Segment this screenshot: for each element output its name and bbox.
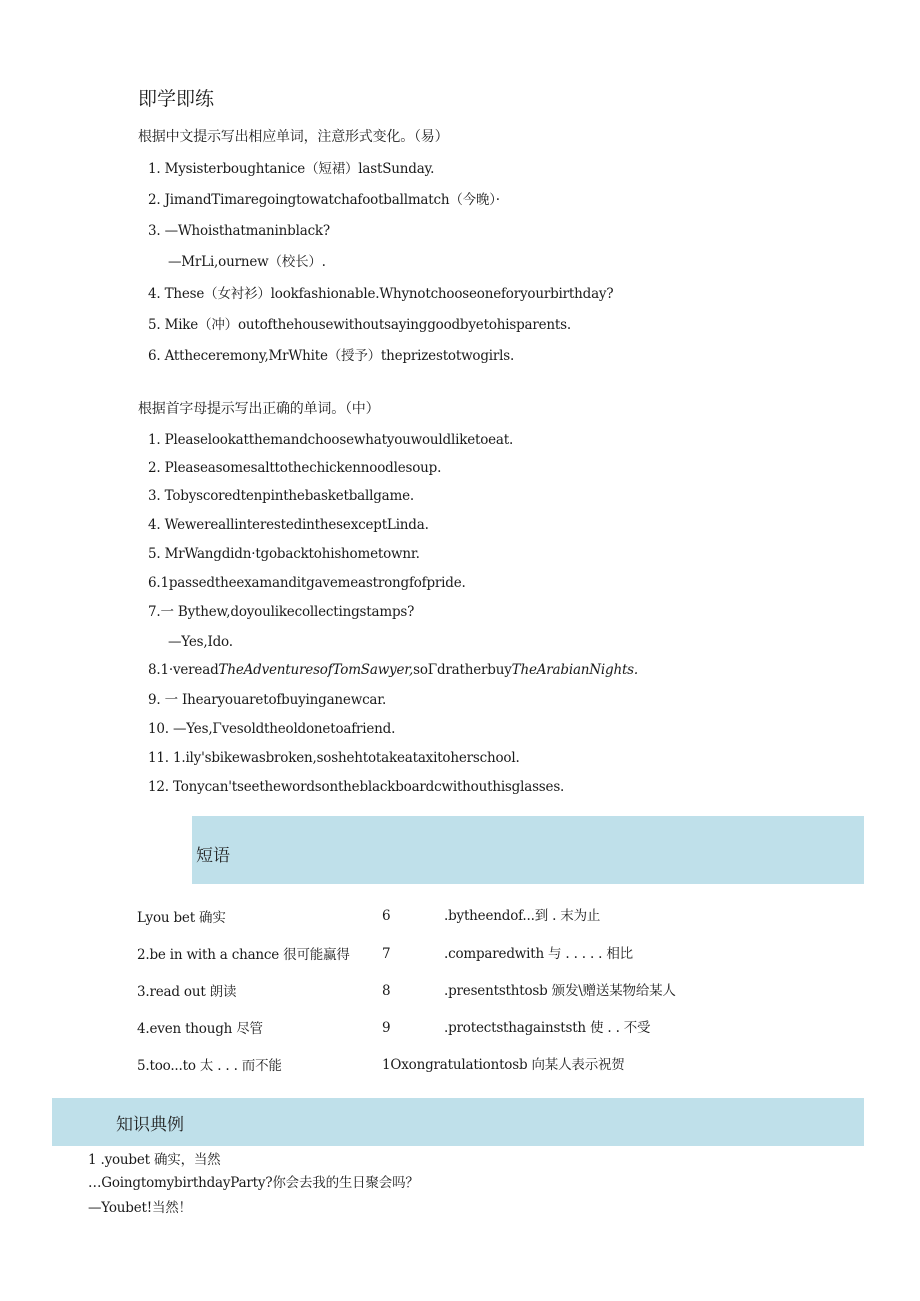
phrase-item: .bytheendof...到 . 末为止 [444, 908, 601, 924]
phrase-item: 5.too...to 太 . . . 而不能 [137, 1058, 282, 1074]
exercise-item: 1. Pleaselookatthemandchoosewhatyouwouldliketoeat. [148, 432, 514, 448]
exercise-item-8 [148, 661, 638, 679]
exercise-item: 1. Mysisterboughtanice（短裙）lastSunday. [148, 161, 435, 177]
item8-middle: soΓdratherbuy [413, 662, 512, 678]
item8-prefix: 8.1·veread [148, 662, 219, 678]
exercise-item: 3. Tobyscoredtenpinthebasketballgame. [148, 488, 415, 504]
exercise-item: 2. JimandTimaregoingtowatchafootballmatch（今晚）· [148, 192, 500, 208]
example-line: …GoingtomybirthdayParty?你会去我的生日聚会吗？ [88, 1175, 419, 1191]
knowledge-header-band [52, 1098, 864, 1146]
exercise-item: 4. These（女衬衫）lookfashionable.Whynotchooseoneforyourbirthday? [148, 286, 614, 302]
phrase-item: .comparedwith 与 . . . . . 相比 [444, 946, 633, 962]
exercise-item: 10. —Yes,Γvesoldtheoldonetoafriend. [148, 721, 396, 737]
phrase-item: .presentsthtosb 颁发\赠送某物给某人 [444, 983, 676, 999]
phrase-item: 1Oxongratulationtosb 向某人表示祝贺 [382, 1057, 625, 1073]
exercise-item: 7.一 Bythew,doyoulikecollectingstamps? [148, 604, 415, 620]
phrase-item: 4.even though 尽管 [137, 1021, 263, 1037]
exercise-item-answer-line: —MrLi,ournew（校长）. [168, 254, 326, 270]
phrase-item: 2.be in with a chance 很可能赢得 [137, 947, 350, 963]
exercise-item: 6.1passedtheexamanditgavemeastrongfofpride. [148, 575, 466, 591]
phrase-number: 9 [382, 1020, 391, 1036]
example-line: —Youbet!当然！ [88, 1200, 192, 1216]
example-line: 1 .youbet 确实，当然 [88, 1152, 221, 1168]
exercise-item: 4. WewereallinterestedinthesexceptLinda. [148, 517, 429, 533]
phrase-number: 7 [382, 946, 391, 962]
phrase-number: 6 [382, 908, 391, 924]
phrase-item: .protectsthagainststh 使 . . 不受 [444, 1020, 651, 1036]
exercise-item: 11. 1.ily'sbikewasbroken,soshehtotakeataxitoherschool. [148, 750, 520, 766]
phrase-item: 3.read out 朗读 [137, 984, 237, 1000]
instruction-initial-letter: 根据首字母提示写出正确的单词。（中） [138, 401, 380, 417]
book-title-arabian-nights: TheArabianNights. [511, 662, 638, 678]
exercise-item: 5. MrWangdidn·tgobacktohishometownr. [148, 546, 420, 562]
phrases-title: 短语 [196, 846, 230, 866]
instruction-chinese-hint: 根据中文提示写出相应单词，注意形式变化。（易） [138, 129, 449, 145]
exercise-item-answer-line: —Yes,Ido. [168, 634, 233, 650]
exercise-item: 5. Mike（冲）outofthehousewithoutsayinggoodbyetohisparents. [148, 317, 571, 333]
book-title-tom-sawyer: TheAdventuresofTomSawyer, [218, 662, 414, 678]
phrase-number: 8 [382, 983, 391, 999]
exercise-item: 9. 一 Ihearyouaretofbuyinganewcar. [148, 692, 387, 708]
exercise-item: 12. Tonycan'tseethewordsontheblackboardcwithouthisglasses. [148, 779, 565, 795]
exercise-item: 6. Attheceremony,MrWhite（授予）theprizestotwogirls. [148, 348, 515, 364]
phrases-header-band [192, 816, 864, 884]
section-title-practice: 即学即练 [138, 88, 215, 110]
knowledge-title: 知识典例 [116, 1115, 184, 1135]
phrase-item: Lyou bet 确实 [137, 910, 226, 926]
exercise-item: 2. Pleaseasomesalttothechickennoodlesoup. [148, 460, 442, 476]
exercise-item: 3. —Whoisthatmaninblack? [148, 223, 330, 239]
